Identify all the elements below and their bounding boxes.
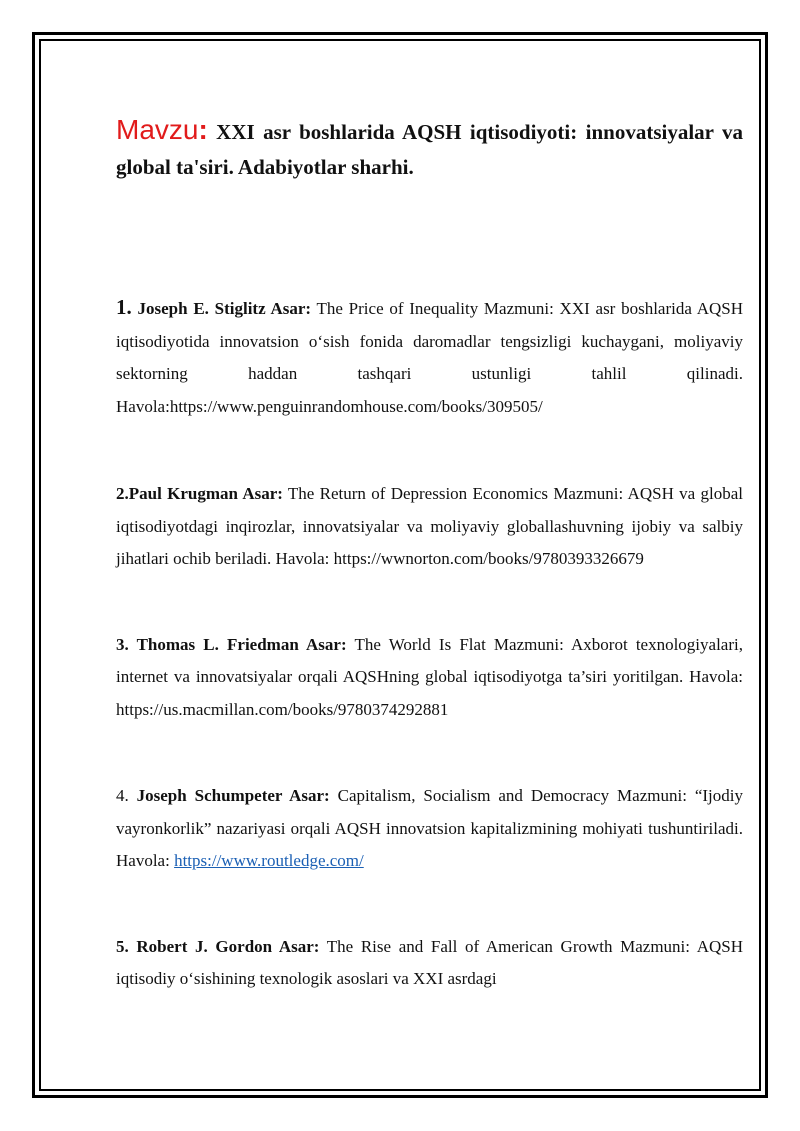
routledge-link[interactable]: https://www.routledge.com/ xyxy=(174,851,364,870)
entry-number: 1. xyxy=(116,295,132,319)
title-text: XXI asr boshlarida AQSH iqtisodiyoti: innovatsiyalar va global ta'siri. Adabiyotlar sharhi. xyxy=(116,120,743,179)
entry-body: The Return of Depression Economics Mazmuni: AQSH va global iqtisodiyotdagi inqirozlar, innovatsiyalar va moliyaviy globallashuvning ijobiy va salbiy jihatlari ochib beriladi. Havola: https://wwnorton.com/books/9780393326679 xyxy=(116,484,743,568)
document-title xyxy=(116,112,743,185)
entry-author: Joseph Schumpeter Asar: xyxy=(128,786,330,805)
bibliography-entry-2 xyxy=(116,478,743,576)
entry-number: 3. xyxy=(116,634,129,654)
document-content xyxy=(116,112,743,996)
entry-body: The Rise and Fall of American Growth Mazmuni: AQSH iqtisodiy o‘sishining texnologik asoslari va XXI asrdagi xyxy=(116,936,743,988)
entry-number: 4. xyxy=(116,786,129,805)
entry-author: Thomas L. Friedman Asar: xyxy=(128,634,347,654)
bibliography-entry-4 xyxy=(116,780,743,878)
entry-body: The Price of Inequality Mazmuni: XXI asr boshlarida AQSH iqtisodiyotida innovatsion o‘sish fonida daromadlar tengsizligi kuchaygani, moliyaviy sektorning haddan tashqari ustunligi tahlil qilinadi. Havola:https://www.penguinrandomhouse.com/books/309505/ xyxy=(116,299,743,416)
entry-author: Joseph E. Stiglitz Asar: xyxy=(131,299,312,318)
entry-number: 2. xyxy=(116,484,129,503)
bibliography-entry-3 xyxy=(116,629,743,727)
bibliography-entry-1 xyxy=(116,291,743,423)
bibliography-entry-5 xyxy=(116,931,743,996)
entry-body: The World Is Flat Mazmuni: Axborot texnologiyalari, internet va innovatsiyalar orqali AQSHning global iqtisodiyotga ta’siri yoritilgan. Havola: https://us.macmillan.com/books/9780374292881 xyxy=(116,634,743,719)
entry-author: Robert J. Gordon Asar: xyxy=(128,936,320,956)
title-colon: : xyxy=(198,114,208,145)
entry-number: 5. xyxy=(116,936,129,956)
title-label: Mavzu xyxy=(116,114,199,145)
entry-author: Paul Krugman Asar: xyxy=(128,484,283,503)
entry-body: Capitalism, Socialism and Democracy Mazmuni: “Ijodiy vayronkorlik” nazariyasi orqali AQSH innovatsion kapitalizmining mohiyati tushuntiriladi. Havola: xyxy=(116,786,743,870)
